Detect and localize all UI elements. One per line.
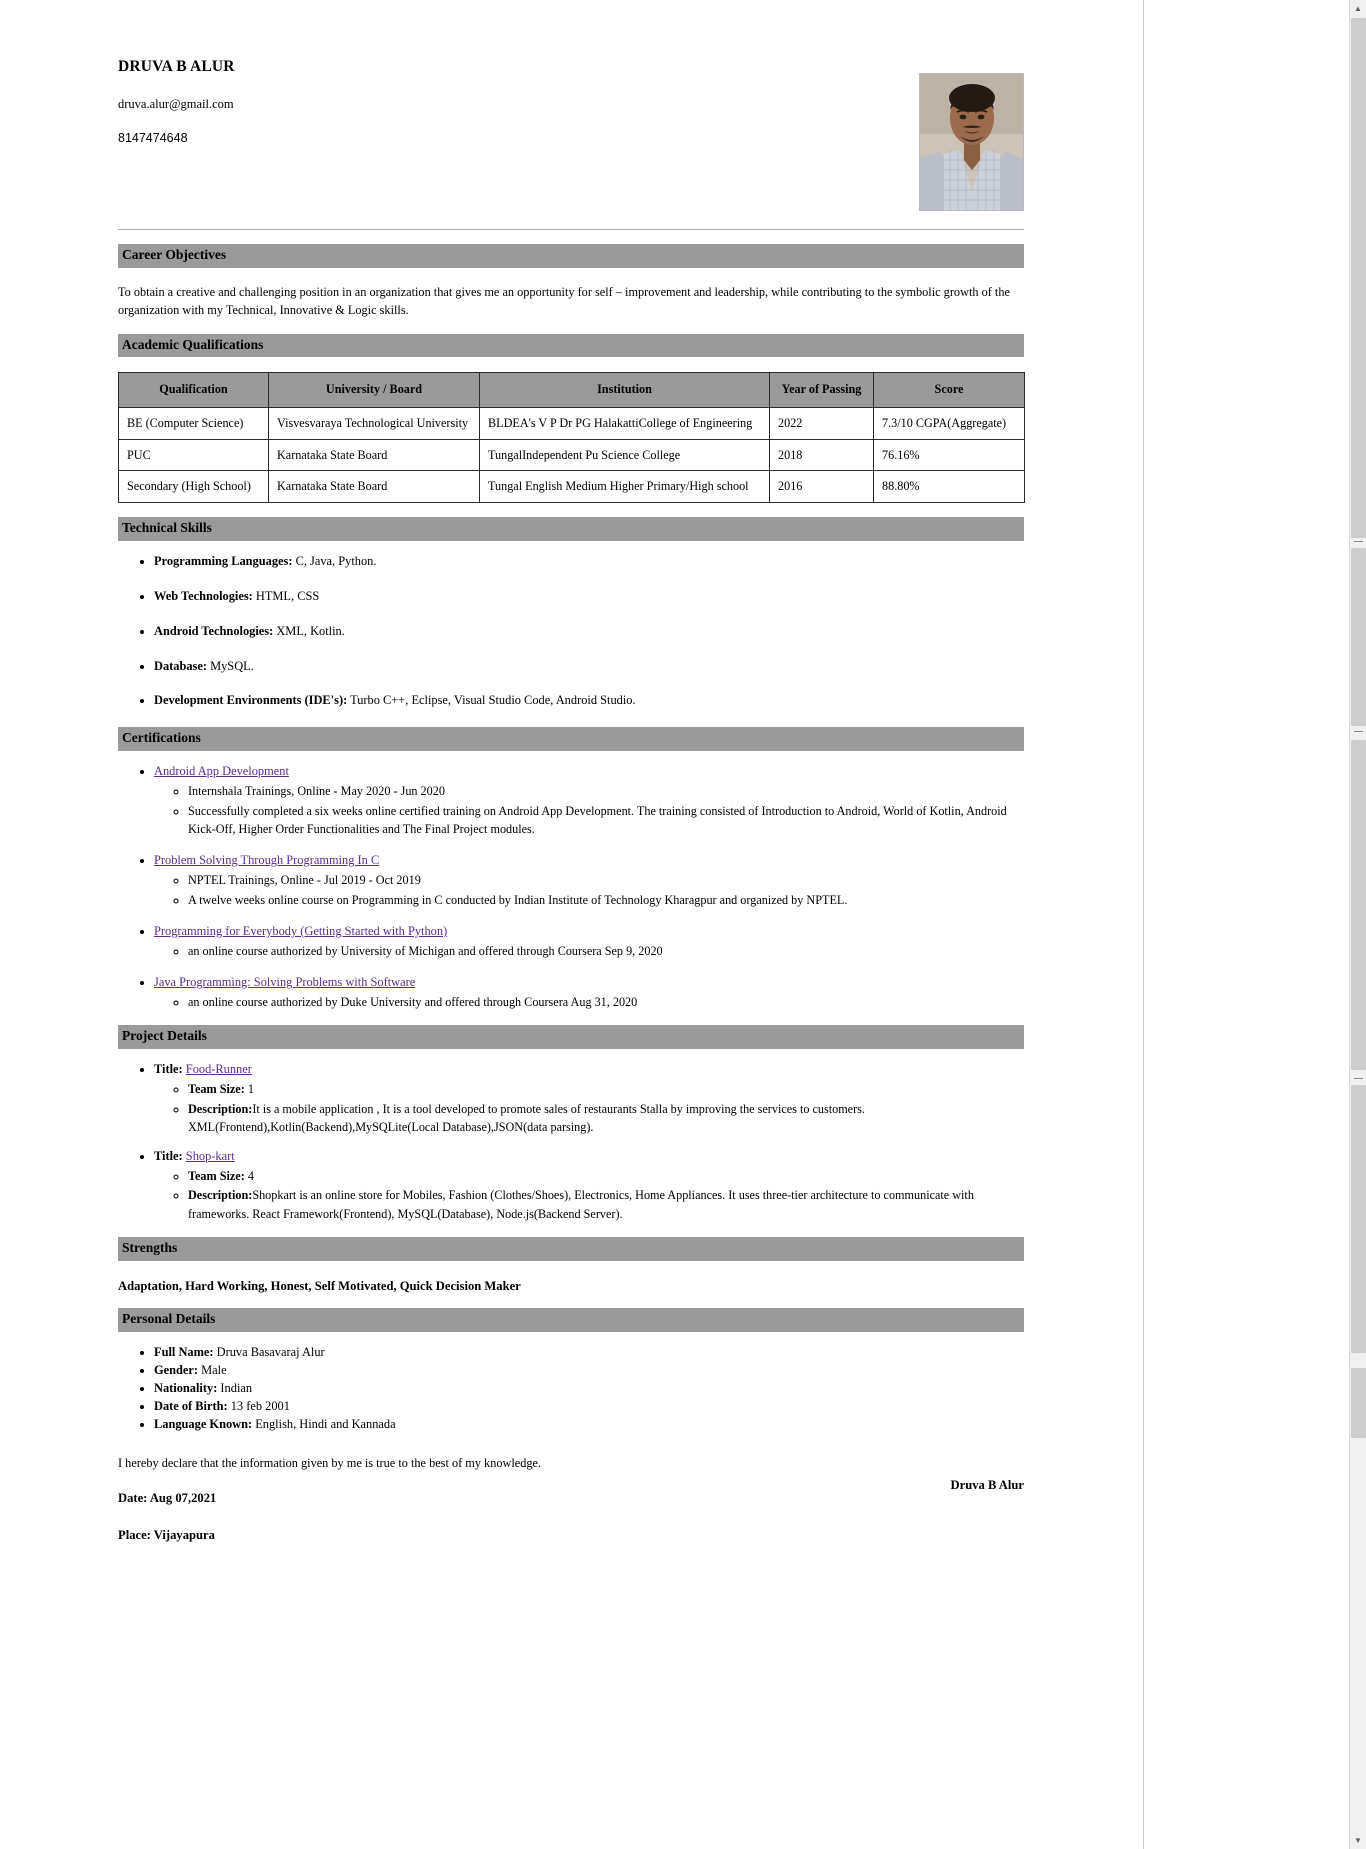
section-header-career-objectives: Career Objectives [118, 244, 1024, 268]
profile-photo-image [920, 74, 1024, 211]
list-item [188, 1186, 1024, 1223]
skill-value: Turbo C++, Eclipse, Visual Studio Code, Android Studio. [347, 693, 636, 708]
description-value: Shopkart is an online store for Mobiles, Fashion (Clothes/Shoes), Electronics, Home Appliances. It uses three-tier architecture to communicate with frameworks. React Framework(Frontend), MySQL(Database), Node.js(Backend Server). [188, 1188, 974, 1221]
cell-score: 88.80% [874, 471, 1025, 502]
candidate-email: druva.alur@gmail.com [118, 97, 234, 111]
cell-institution: Tungal English Medium Higher Primary/High school [480, 471, 770, 502]
list-item: ◦ an online course authorized by University of Michigan and offered through Coursera Sep 9, 2020 [188, 942, 1024, 960]
technical-skills-list [118, 553, 1024, 711]
scroll-up-arrow-icon[interactable]: ▲ [1350, 0, 1366, 17]
personal-value: Male [198, 1362, 227, 1377]
skill-value: HTML, CSS [252, 588, 320, 603]
personal-value: Indian [217, 1380, 253, 1395]
personal-value: English, Hindi and Kannada [252, 1416, 396, 1431]
personal-label: Nationality: [154, 1380, 218, 1395]
description-value: It is a mobile application , It is a tool developed to promote sales of restaurants Stalla by improving the services to customers. XML(Frontend),Kotlin(Backend),MySQLite(Local Database),JSON(data parsing). [188, 1101, 865, 1134]
skill-label: Programming Languages: [154, 553, 293, 568]
academic-qualifications-table [118, 372, 1025, 502]
list-item [154, 1416, 1024, 1434]
skill-value: XML, Kotlin. [273, 623, 345, 638]
personal-label: Language Known: [154, 1416, 253, 1431]
list-item: ◦ Successfully completed a six weeks online certified training on Android App Development. The training consisted of Introduction to Android, World of Kotlin, Android Kick-Off, Higher Order Functionalities and The Final Project modules. [188, 802, 1024, 839]
list-item [154, 974, 1024, 1011]
cell-qualification: PUC [119, 439, 269, 470]
project-title-label: Title: [154, 1062, 183, 1077]
header-divider [118, 229, 1024, 230]
skill-label: Development Environments (IDE's): [154, 693, 348, 708]
column-header-year: Year of Passing [770, 373, 874, 408]
list-item [154, 763, 1024, 838]
project-details [154, 1167, 1024, 1223]
certification-link[interactable]: Problem Solving Through Programming In C [154, 853, 380, 868]
scrollbar-thumb[interactable] [1351, 740, 1366, 1070]
cell-qualification: Secondary (High School) [119, 471, 269, 502]
cell-qualification: BE (Computer Science) [119, 408, 269, 439]
list-item: ◦ Internshala Trainings, Online - May 2020 - Jun 2020 [188, 782, 1024, 800]
section-header-academic-qualifications: Academic Qualifications [118, 334, 1024, 358]
candidate-phone: 8147474648 [118, 131, 188, 145]
certification-details [154, 942, 1024, 960]
section-body-strengths [118, 1279, 1024, 1294]
candidate-name: DRUVA B ALUR [118, 58, 235, 75]
career-objective-text: To obtain a creative and challenging position in an organization that gives me an opportunity for self – improvement and leadership, while contributing to the symbolic growth of the organization with my Technical, Innovative & Logic skills. [118, 284, 1010, 317]
certification-details [154, 782, 1024, 838]
table-row [119, 408, 1025, 439]
personal-value: Druva Basavaraj Alur [213, 1344, 325, 1359]
list-item [154, 658, 1024, 676]
skill-label: Web Technologies: [154, 588, 253, 603]
skill-label: Android Technologies: [154, 623, 274, 638]
team-size-value: 1 [247, 1082, 254, 1097]
skill-label: Database: [154, 658, 207, 673]
place-line: Place: Vijayapura [118, 1527, 215, 1542]
section-body-certifications [118, 763, 1024, 1011]
skill-value: C, Java, Python. [292, 553, 377, 568]
section-header-personal-details: Personal Details [118, 1308, 1024, 1332]
cell-institution: BLDEA's V P Dr PG HalakattiCollege of Engineering [480, 408, 770, 439]
list-item [154, 1380, 1024, 1398]
list-item [154, 1061, 1024, 1136]
cell-university: Karnataka State Board [269, 471, 480, 502]
section-body-technical-skills [118, 553, 1024, 711]
signature-name: Druva B Alur [950, 1477, 1024, 1492]
certifications-list [118, 763, 1024, 1011]
section-header-strengths: Strengths [118, 1237, 1024, 1261]
section-header-technical-skills: Technical Skills [118, 517, 1024, 541]
scrollbar-tick [1354, 541, 1363, 542]
list-item [188, 1100, 1024, 1137]
scrollbar-thumb[interactable] [1351, 18, 1366, 538]
certification-link[interactable]: Android App Development [154, 764, 289, 779]
scrollbar-thumb[interactable] [1351, 1368, 1366, 1438]
list-item [154, 553, 1024, 571]
list-item [154, 588, 1024, 606]
personal-label: Gender: [154, 1362, 199, 1377]
team-size-label: Team Size: [188, 1082, 245, 1097]
certification-details [154, 993, 1024, 1011]
project-details [154, 1080, 1024, 1136]
list-item: ◦ A twelve weeks online course on Programming in C conducted by Indian Institute of Technology Kharagpur and organized by NPTEL. [188, 891, 1024, 909]
section-header-certifications: Certifications [118, 727, 1024, 751]
scroll-down-arrow-icon[interactable]: ▼ [1350, 1832, 1366, 1849]
strengths-text: Adaptation, Hard Working, Honest, Self Motivated, Quick Decision Maker [118, 1278, 521, 1293]
section-body-personal-details [118, 1344, 1024, 1434]
project-link[interactable]: Food-Runner [185, 1062, 252, 1077]
cell-year: 2016 [770, 471, 874, 502]
cell-score: 7.3/10 CGPA(Aggregate) [874, 408, 1025, 439]
certification-link[interactable]: Java Programming: Solving Problems with Software [154, 975, 416, 990]
scrollbar-tick [1354, 1078, 1363, 1079]
list-item [154, 623, 1024, 641]
section-body-project-details [118, 1061, 1024, 1223]
vertical-scrollbar[interactable] [1349, 0, 1366, 1849]
list-item [188, 1167, 1024, 1185]
table-row [119, 471, 1025, 502]
column-header-qualification: Qualification [119, 373, 269, 408]
list-item [154, 1148, 1024, 1223]
cell-university: Visvesvaraya Technological University [269, 408, 480, 439]
profile-photo [919, 73, 1024, 211]
cell-university: Karnataka State Board [269, 439, 480, 470]
list-item [154, 1398, 1024, 1416]
team-size-value: 4 [247, 1169, 254, 1184]
cell-year: 2018 [770, 439, 874, 470]
section-body-academic-qualifications [118, 372, 1024, 502]
declaration-text: I hereby declare that the information given by me is true to the best of my knowledge. [118, 1455, 542, 1470]
cell-institution: TungalIndependent Pu Science College [480, 439, 770, 470]
personal-label: Full Name: [154, 1344, 214, 1359]
personal-value: 13 feb 2001 [227, 1398, 290, 1413]
list-item: ◦ an online course authorized by Duke University and offered through Coursera Aug 31, 2020 [188, 993, 1024, 1011]
list-item [154, 1344, 1024, 1362]
list-item [154, 692, 1024, 710]
column-header-score: Score [874, 373, 1025, 408]
resume-content [118, 40, 1024, 1543]
personal-label: Date of Birth: [154, 1398, 228, 1413]
certification-link[interactable]: Programming for Everybody (Getting Started with Python) [154, 923, 448, 938]
table-row [119, 439, 1025, 470]
section-body-career-objectives [118, 284, 1024, 320]
projects-list [118, 1061, 1024, 1223]
team-size-label: Team Size: [188, 1169, 245, 1184]
list-item [188, 1080, 1024, 1098]
scrollbar-thumb[interactable] [1351, 548, 1366, 726]
certification-details [154, 871, 1024, 909]
skill-value: MySQL. [207, 658, 254, 673]
scrollbar-tick [1354, 731, 1363, 732]
resume-header [118, 58, 1024, 213]
description-label: Description: [188, 1101, 253, 1116]
list-item [154, 923, 1024, 960]
project-title-label: Title: [154, 1149, 183, 1164]
table-header-row [119, 373, 1025, 408]
column-header-institution: Institution [480, 373, 770, 408]
list-item: ◦ NPTEL Trainings, Online - Jul 2019 - Oct 2019 [188, 871, 1024, 889]
personal-details-list [118, 1344, 1024, 1434]
date-line: Date: Aug 07,2021 [118, 1490, 217, 1505]
cell-score: 76.16% [874, 439, 1025, 470]
section-header-project-details: Project Details [118, 1025, 1024, 1049]
project-link[interactable]: Shop-kart [185, 1149, 235, 1164]
scrollbar-thumb[interactable] [1351, 1085, 1366, 1353]
column-header-university: University / Board [269, 373, 480, 408]
cell-year: 2022 [770, 408, 874, 439]
description-label: Description: [188, 1188, 253, 1203]
list-item [154, 1362, 1024, 1380]
list-item [154, 852, 1024, 909]
